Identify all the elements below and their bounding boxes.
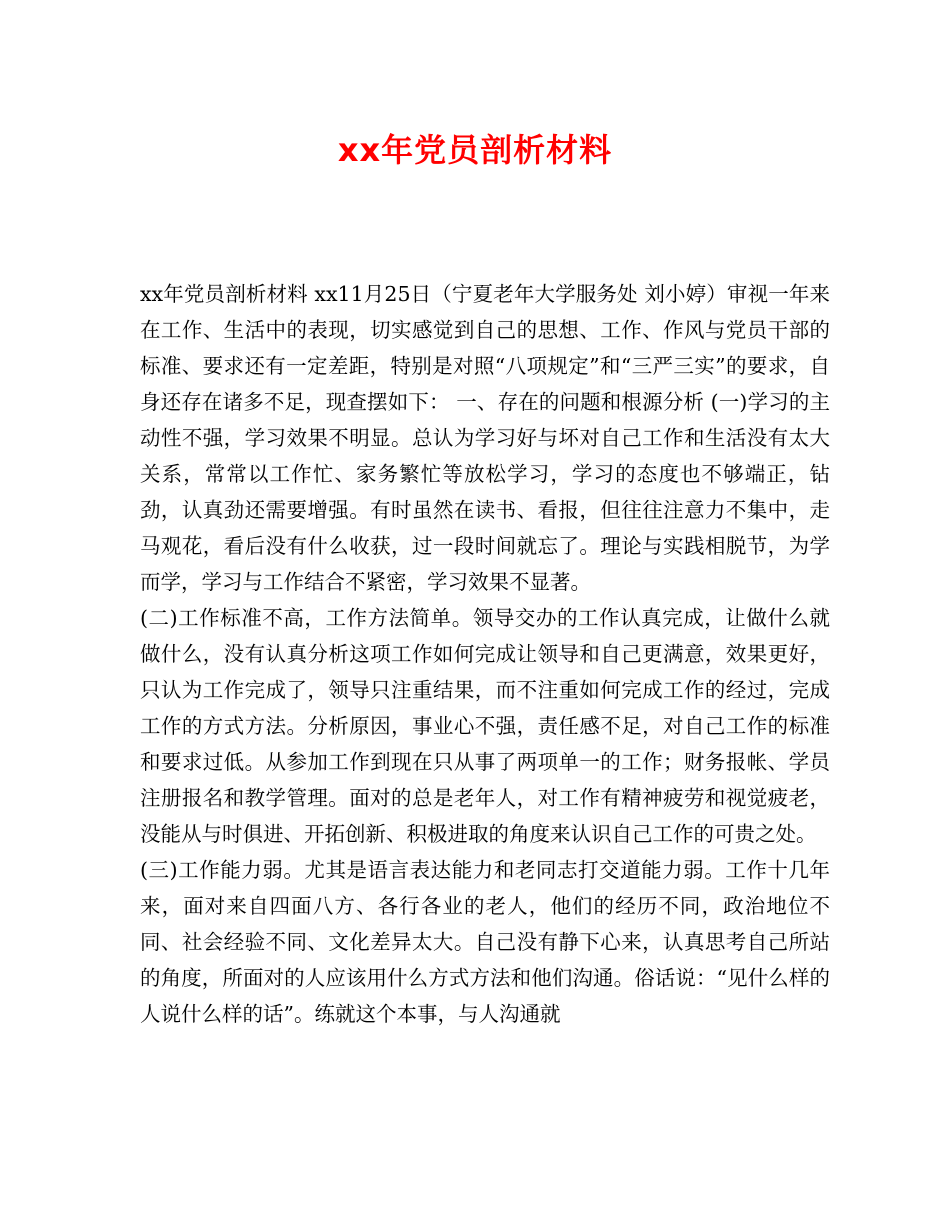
document-title: xx年党员剖析材料 <box>337 131 613 169</box>
document-body <box>140 276 830 1032</box>
paragraph-intro: xx年党员剖析材料 xx11月25日（宁夏老年大学服务处 刘小婷）审视一年来在工作、生活中的表现，切实感觉到自己的思想、工作、作风与党员干部的标准、要求还有一定差距，特别是对照“八项规定”和“三严三实”的要求，自身还存在诸多不足，现查摆如下： 一、存在的问题和根源分析 (一)学习的主动性不强，学习效果不明显。总认为学习好与坏对自己工作和生活没有太大关系，常常以工作忙、家务繁忙等放松学习，学习的态度也不够端正，钻劲，认真劲还需要增强。有时虽然在读书、看报，但往往注意力不集中，走马观花，看后没有什么收获，过一段时间就忘了。理论与实践相脱节，为学而学，学习与工作结合不紧密，学习效果不显著。 <box>140 282 830 594</box>
paragraph-work-standards: (二)工作标准不高，工作方法简单。领导交办的工作认真完成，让做什么就做什么，没有认真分析这项工作如何完成让领导和自己更满意，效果更好，只认为工作完成了，领导只注重结果，而不注重如何完成工作的经过，完成工作的方式方法。分析原因，事业心不强，责任感不足，对自己工作的标准和要求过低。从参加工作到现在只从事了两项单一的工作；财务报帐、学员注册报名和教学管理。面对的总是老年人，对工作有精神疲劳和视觉疲老，没能从与时俱进、开拓创新、积极进取的角度来认识自己工作的可贵之处。 <box>140 606 830 846</box>
paragraph-work-ability: (三)工作能力弱。尤其是语言表达能力和老同志打交道能力弱。工作十几年来，面对来自四面八方、各行各业的老人，他们的经历不同，政治地位不同、社会经验不同、文化差异太大。自己没有静下心来，认真思考自己所站的角度，所面对的人应该用什么方式方法和他们沟通。俗话说：“见什么样的人说什么样的话”。练就这个本事，与人沟通就 <box>140 858 830 1026</box>
